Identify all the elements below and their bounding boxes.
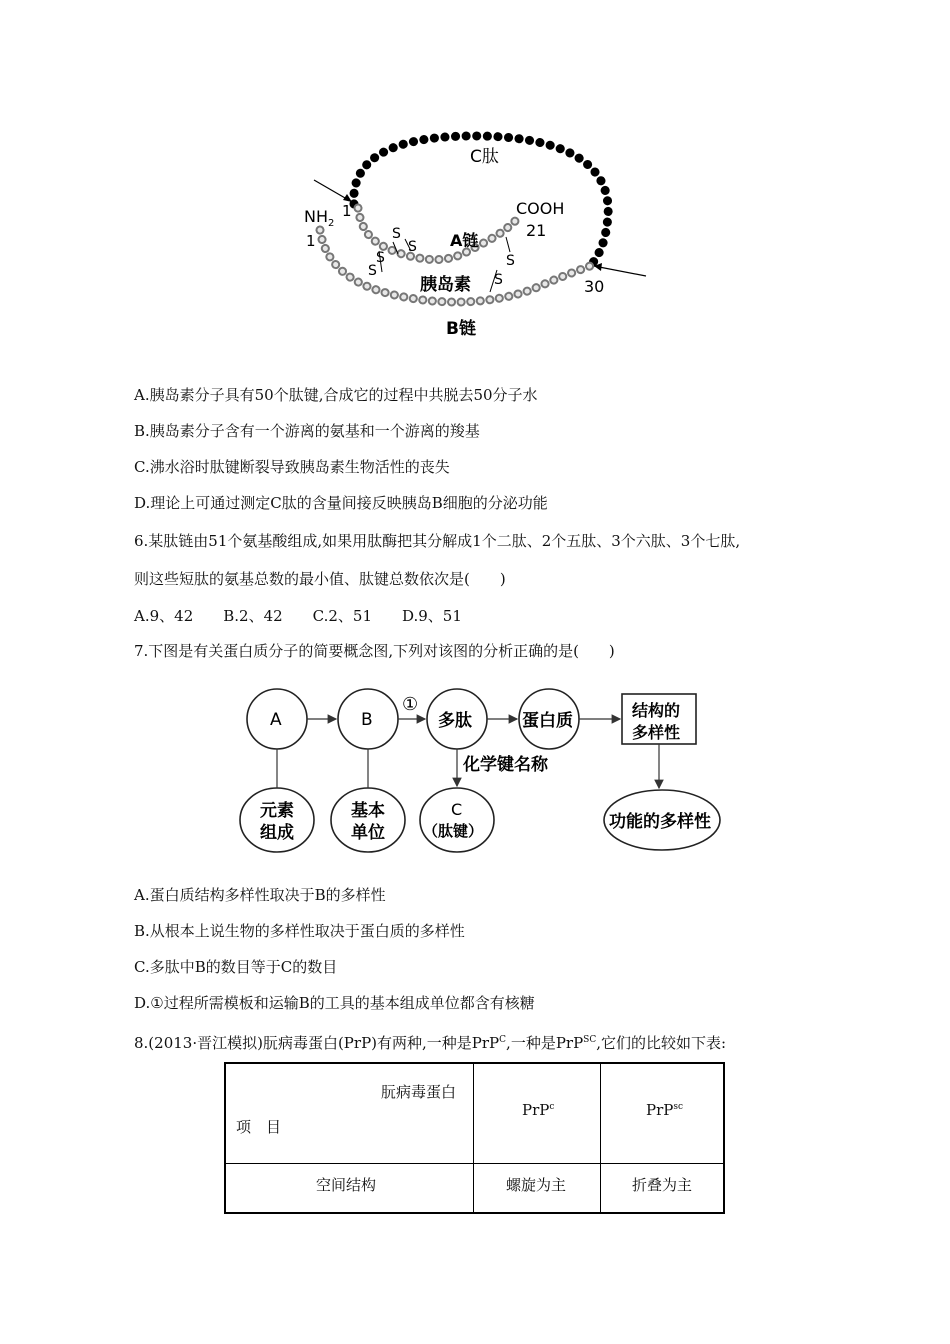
table-corner-header-top: 朊病毒蛋白 <box>381 1083 457 1101</box>
node-basic-label-1: 基本 <box>351 801 385 821</box>
step-1-label: ① <box>402 694 419 715</box>
table-cell: 折叠为主 <box>632 1176 693 1194</box>
insulin-structure-figure <box>290 120 670 350</box>
s-label: S <box>506 253 515 269</box>
q5-option-b: B.胰岛素分子含有一个游离的氨基和一个游离的羧基 <box>134 422 480 440</box>
node-a-label: A <box>270 710 282 730</box>
q5-option-d: D.理论上可通过测定C肽的含量间接反映胰岛B细胞的分泌功能 <box>134 494 548 512</box>
insulin-label: 胰岛素 <box>420 275 471 295</box>
cleavage-arrow-right <box>594 266 646 276</box>
node-structure-label-1: 结构的 <box>632 701 681 720</box>
node-c-peptide-bond <box>420 788 494 852</box>
q6-stem-line1: 6.某肽链由51个氨基酸组成,如果用肽酶把其分解成1个二肽、2个五肽、3个六肽、3个七肽, <box>134 532 741 550</box>
node-c-label-2: （肽键） <box>423 822 484 840</box>
q8-stem: 8.(2013·晋江模拟)朊病毒蛋白(PrP)有两种,一种是PrP$^C$,一种是PrP$^{SC}$,它们的比较如下表: <box>134 1034 727 1052</box>
s-label: S <box>368 263 377 279</box>
chemical-bond-name-label: 化学键名称 <box>463 755 548 775</box>
s-label: S <box>408 239 417 255</box>
node-b-label: B <box>361 710 373 730</box>
q6-stem-line2: 则这些短肽的氨基总数的最小值、肽键总数依次是( ) <box>134 570 506 588</box>
node-structure-label-2: 多样性 <box>632 723 681 742</box>
node-function-label: 功能的多样性 <box>609 812 711 832</box>
b-chain-end-number: 30 <box>584 277 605 296</box>
a-chain-start-number: 1 <box>342 202 352 220</box>
prion-comparison-table <box>224 1062 725 1214</box>
c-peptide-label: C肽 <box>470 147 499 167</box>
table-row-label: 空间结构 <box>316 1176 377 1194</box>
node-polypeptide-label: 多肽 <box>438 711 472 731</box>
table-header-prpc: PrP$^c$ <box>522 1101 555 1119</box>
s-label: S <box>376 250 385 266</box>
protein-concept-diagram <box>230 686 740 862</box>
cooh-label: COOH <box>516 199 565 218</box>
node-basic-label-2: 单位 <box>351 823 385 843</box>
table-corner-header-bottom: 项 目 <box>236 1118 282 1136</box>
s-label: S <box>392 226 401 242</box>
a-chain-label: A链 <box>450 231 479 250</box>
nh2-label: $NH_2$ <box>304 207 335 229</box>
q7-option-a: A.蛋白质结构多样性取决于B的多样性 <box>134 886 386 904</box>
node-protein-label: 蛋白质 <box>522 711 573 731</box>
table-cell: 螺旋为主 <box>506 1176 567 1194</box>
b-chain-label: B链 <box>446 319 476 339</box>
q6-options: A.9、42 B.2、42 C.2、51 D.9、51 <box>134 607 462 625</box>
q7-option-c: C.多肽中B的数目等于C的数目 <box>134 958 338 976</box>
q5-option-c: C.沸水浴时肽键断裂导致胰岛素生物活性的丧失 <box>134 458 450 476</box>
s-label: S <box>494 272 503 288</box>
q7-option-d: D.①过程所需模板和运输B的工具的基本组成单位都含有核糖 <box>134 994 535 1012</box>
q7-stem: 7.下图是有关蛋白质分子的简要概念图,下列对该图的分析正确的是( ) <box>134 642 615 660</box>
q5-option-a: A.胰岛素分子具有50个肽键,合成它的过程中共脱去50分子水 <box>134 386 538 404</box>
node-c-label-1: C <box>451 800 463 819</box>
table-header-prpsc: PrP$^{sc}$ <box>646 1101 684 1119</box>
q7-option-b: B.从根本上说生物的多样性取决于蛋白质的多样性 <box>134 922 465 940</box>
node-element-label-1: 元素 <box>260 801 294 821</box>
b-chain-start-number: 1 <box>306 232 316 250</box>
a-chain-end-number: 21 <box>526 221 547 240</box>
node-element-label-2: 组成 <box>260 823 294 843</box>
